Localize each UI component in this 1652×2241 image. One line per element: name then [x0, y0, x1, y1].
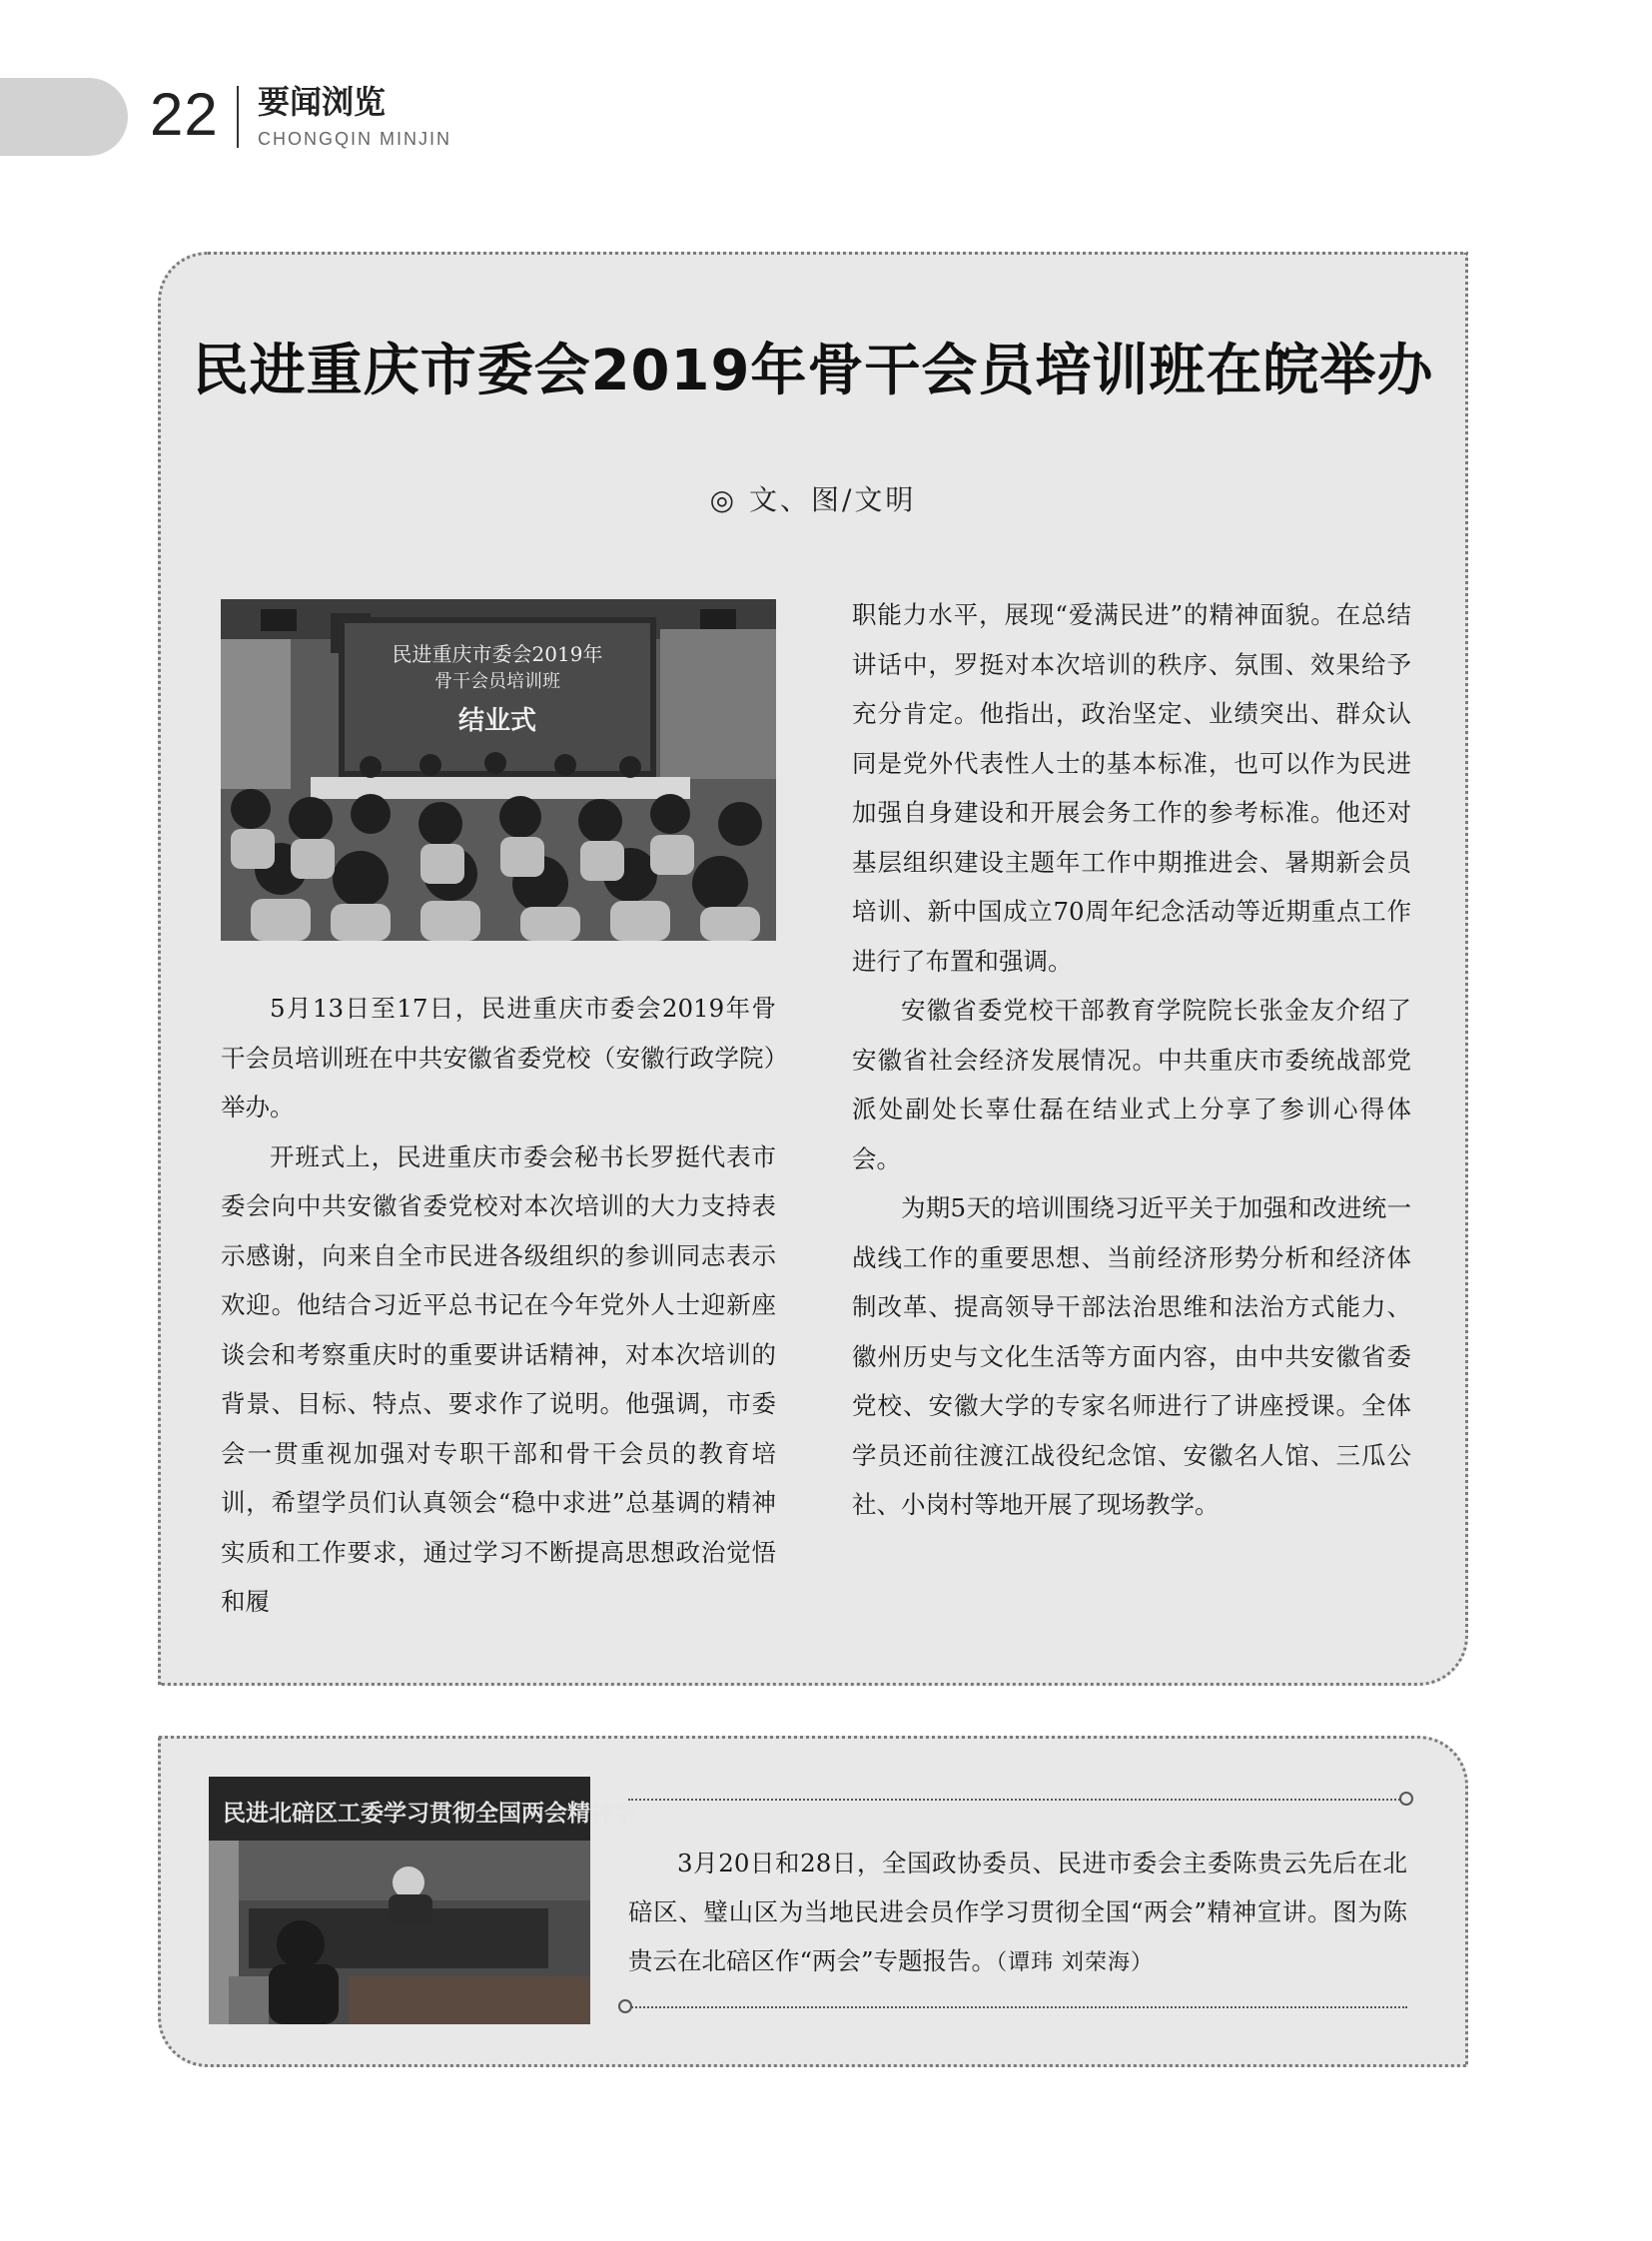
- article-paragraph-continued: 职能力水平，展现“爱满民进”的精神面貌。在总结讲话中，罗挺对本次培训的秩序、氛围、效果给予充分肯定。他指出，政治坚定、业绩突出、群众认同是党外代表性人士的基本标准，也可以作为民进加强自身建设和开展会务工作的参考标准。他还对基层组织建设主题年工作中期推进会、暑期新会员培训、新中国成立70周年纪念活动等近期重点工作进行了布置和强调。: [852, 600, 1411, 976]
- news-brief-box: [158, 1736, 1468, 2067]
- article-paragraph: 开班式上，民进重庆市委会秘书长罗挺代表市委会向中共安徽省委党校对本次培训的大力支持表示感谢，向来自全市民进各级组织的参训同志表示欢迎。他结合习近平总书记在今年党外人士迎新座谈会和考察重庆时的重要讲话精神，对本次培训的背景、目标、特点、要求作了说明。他强调，市委会一贯重视加强对专职干部和骨干会员的教育培训，希望学员们认真领会“稳中求进”总基调的精神实质和工作要求，通过学习不断提高思想政治觉悟和履: [221, 1141, 776, 1616]
- brief-text: [628, 1839, 1407, 1987]
- article-byline: ◎ 文、图/文明: [709, 483, 917, 516]
- article-paragraph: 5月13日至17日，民进重庆市委会2019年骨干会员培训班在中共安徽省委党校（安徽行政学院）举办。: [221, 994, 776, 1121]
- rule-end-ornament: [1399, 1792, 1413, 1806]
- top-dotted-rule: [628, 1799, 1407, 1801]
- rule-start-ornament: [618, 1999, 632, 2013]
- article-box: [158, 252, 1468, 1686]
- section-title: 要闻浏览: [258, 83, 387, 121]
- banner-text: 民进北碚区工委学习贯彻全国两会精神学: [223, 1801, 636, 1827]
- page-number: 22: [150, 81, 219, 148]
- ceremony-photo-illustration: [221, 599, 776, 941]
- article-column-right: [852, 590, 1411, 1530]
- brief-body: 3月20日和28日，全国政协委员、民进市委会主委陈贵云先后在北碚区、璧山区为当地民进会员作学习贯彻全国“两会”精神宣讲。图为陈贵云在北碚区作“两会”专题报告。: [628, 1849, 1407, 1975]
- article-paragraph: 为期5天的培训围绕习近平关于加强和改进统一战线工作的重要思想、当前经济形势分析和经济体制改革、提高领导干部法治思维和法治方式能力、徽州历史与文化生活等方面内容，由中共安徽省委党校、安徽大学的专家名师进行了讲座授课。全体学员还前往渡江战役纪念馆、安徽名人馆、三瓜公社、小岗村等地开展了现场教学。: [852, 1193, 1411, 1519]
- header-divider: [237, 86, 239, 148]
- bottom-dotted-rule: [628, 2006, 1407, 2008]
- screen-line1: 民进重庆市委会2019年: [392, 642, 603, 666]
- article-photo: [221, 599, 776, 941]
- article-paragraph: 安徽省委党校干部教育学院院长张金友介绍了安徽省社会经济发展情况。中共重庆市委统战部党派处副处长辜仕磊在结业式上分享了参训心得体会。: [852, 996, 1411, 1173]
- screen-line3: 结业式: [457, 706, 537, 736]
- brief-photo: [209, 1777, 636, 2024]
- brief-credit: （谭玮 刘荣海）: [996, 1950, 1155, 1975]
- article-column-left: [221, 984, 776, 1627]
- article-title: 民进重庆市委会2019年骨干会员培训班在皖举办: [192, 339, 1434, 403]
- header-tab: [0, 78, 128, 156]
- section-subtitle: CHONGQIN MINJIN: [258, 129, 451, 149]
- screen-line2: 骨干会员培训班: [434, 671, 560, 692]
- lecture-photo-illustration: [209, 1777, 636, 2024]
